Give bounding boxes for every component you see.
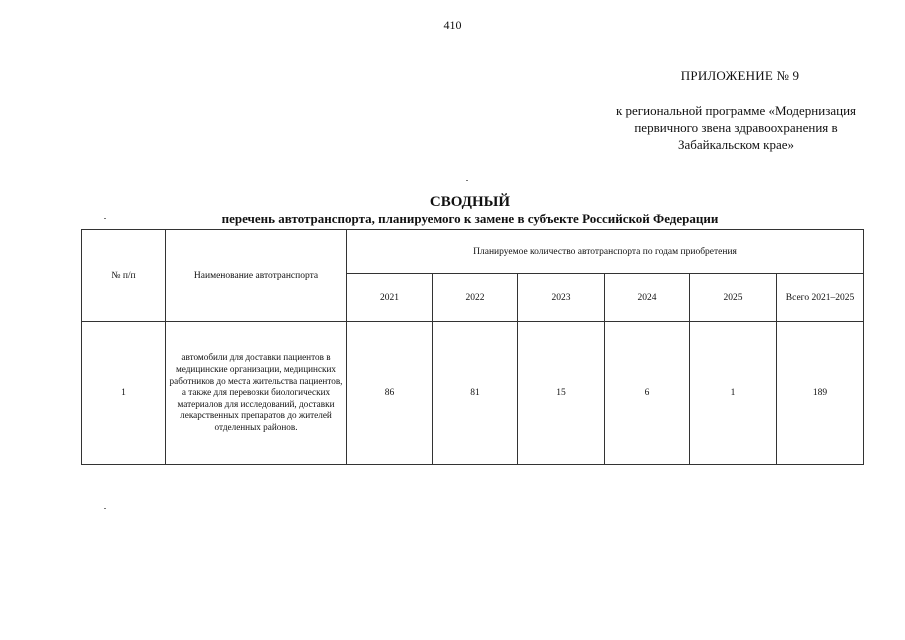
appendix-title: ПРИЛОЖЕНИЕ № 9 [680, 68, 800, 83]
row-total: 189 [777, 322, 864, 465]
document-title: СВОДНЫЙ [429, 194, 511, 210]
row-value-2022: 81 [433, 322, 518, 465]
scan-speck [104, 218, 106, 219]
header-total: Всего 2021–2025 [777, 274, 864, 322]
document-subtitle: перечень автотранспорта, планируемого к замене в субъекте Российской Федерации [221, 211, 719, 226]
scan-speck [104, 508, 106, 509]
scan-speck [466, 180, 468, 181]
header-year-2025: 2025 [690, 274, 777, 322]
table-header-row [82, 230, 864, 274]
table-row [82, 322, 864, 465]
row-vehicle-name: автомобили для доставки пациентов в медицинские организации, медицинских работников до места жительства пациентов, а также для перевозки биологических материалов для исследований, доставки лекарственных препаратов до жителей отделенных районов. [166, 322, 347, 465]
row-number: 1 [82, 322, 166, 465]
row-value-2023: 15 [518, 322, 605, 465]
header-year-2024: 2024 [605, 274, 690, 322]
row-value-2024: 6 [605, 322, 690, 465]
vehicle-table [81, 229, 864, 465]
page-number: 410 [443, 18, 462, 32]
row-value-2025: 1 [690, 322, 777, 465]
header-year-2023: 2023 [518, 274, 605, 322]
header-year-2022: 2022 [433, 274, 518, 322]
appendix-subtitle: к региональной программе «Модернизация первичного звена здравоохранения в Забайкальском крае» [615, 103, 857, 152]
header-number: № п/п [82, 230, 166, 322]
row-value-2021: 86 [347, 322, 433, 465]
header-planned-quantity: Планируемое количество автотранспорта по годам приобретения [347, 230, 864, 274]
header-vehicle-name: Наименование автотранспорта [166, 230, 347, 322]
header-year-2021: 2021 [347, 274, 433, 322]
